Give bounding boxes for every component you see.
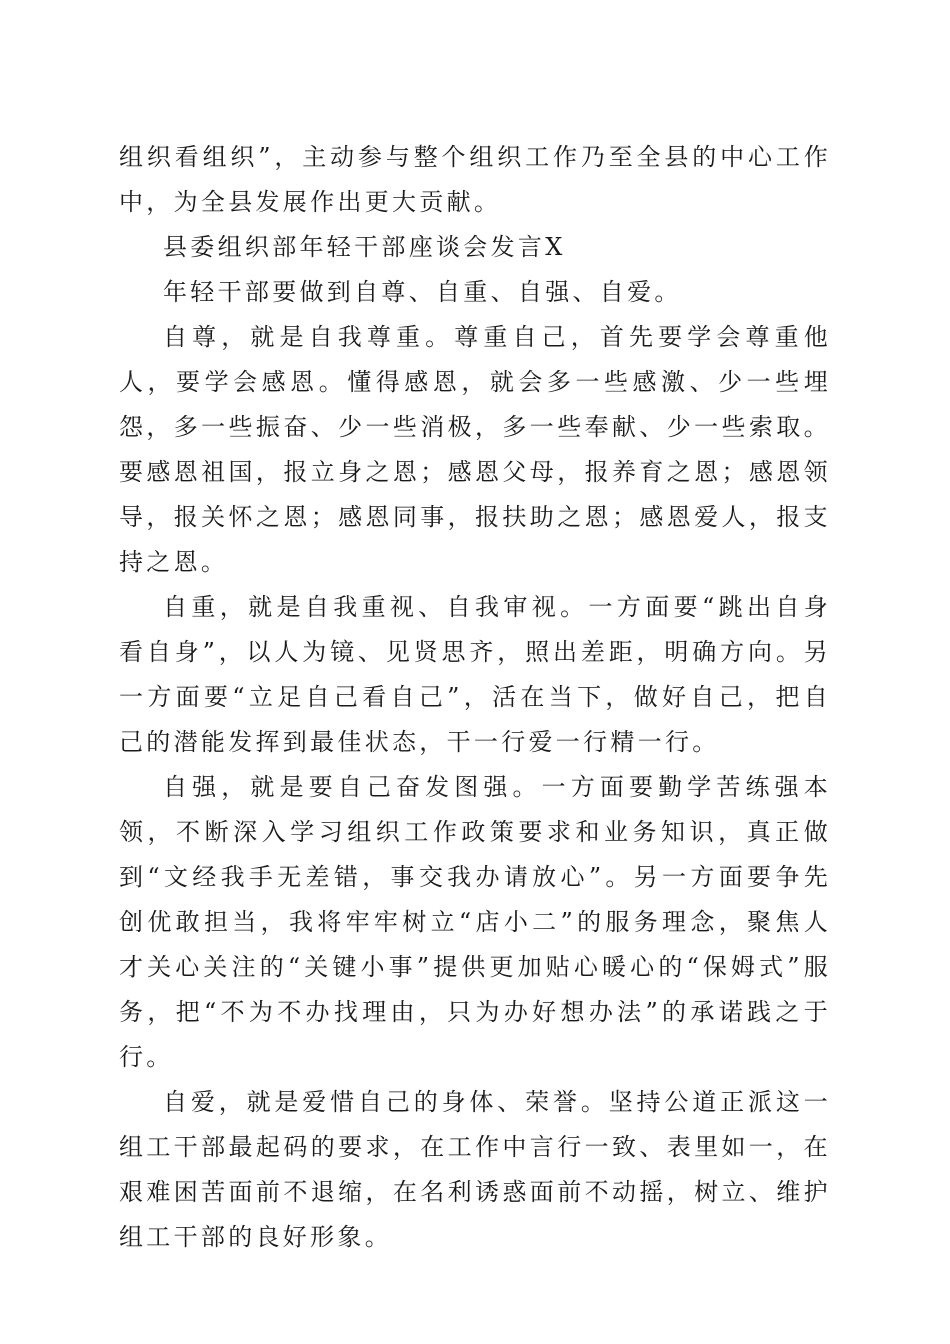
paragraph-self-regard: 自重，就是自我重视、自我审视。一方面要“跳出自身看自身”，以人为镜、见贤思齐，照出差距，明确方向。另一方面要“立足自己看自己”，活在当下，做好自己，把自己的潜能发挥到最佳状态，干一行爱一行精一行。: [119, 593, 831, 756]
paragraph-self-strength: 自强，就是要自己奋发图强。一方面要勤学苦练强本领，不断深入学习组织工作政策要求和业务知识，真正做到“文经我手无差错，事交我办请放心”。另一方面要争先创优敢担当，我将牢牢树立“店小二”的服务理念，聚焦人才关心关注的“关键小事”提供更加贴心暖心的“保姆式”服务，把“不为不办找理由，只为办好想办法”的承诺践之于行。: [119, 773, 831, 1071]
paragraph-self-love: 自爱，就是爱惜自己的身体、荣誉。坚持公道正派这一组工干部最起码的要求，在工作中言行一致、表里如一，在艰难困苦面前不退缩，在名利诱惑面前不动摇，树立、维护组工干部的良好形象。: [119, 1088, 831, 1251]
speech-title: 县委组织部年轻干部座谈会发言X: [163, 233, 566, 261]
paragraph-continuation: 组织看组织”，主动参与整个组织工作乃至全县的中心工作中，为全县发展作出更大贡献。: [119, 143, 831, 216]
document-body: [119, 135, 831, 1260]
paragraph-intro: 年轻干部要做到自尊、自重、自强、自爱。: [163, 278, 682, 306]
paragraph-self-respect: 自尊，就是自我尊重。尊重自己，首先要学会尊重他人，要学会感恩。懂得感恩，就会多一些感激、少一些埋怨，多一些振奋、少一些消极，多一些奉献、少一些索取。要感恩祖国，报立身之恩；感恩父母，报养育之恩；感恩领导，报关怀之恩；感恩同事，报扶助之恩；感恩爱人，报支持之恩。: [119, 323, 831, 576]
